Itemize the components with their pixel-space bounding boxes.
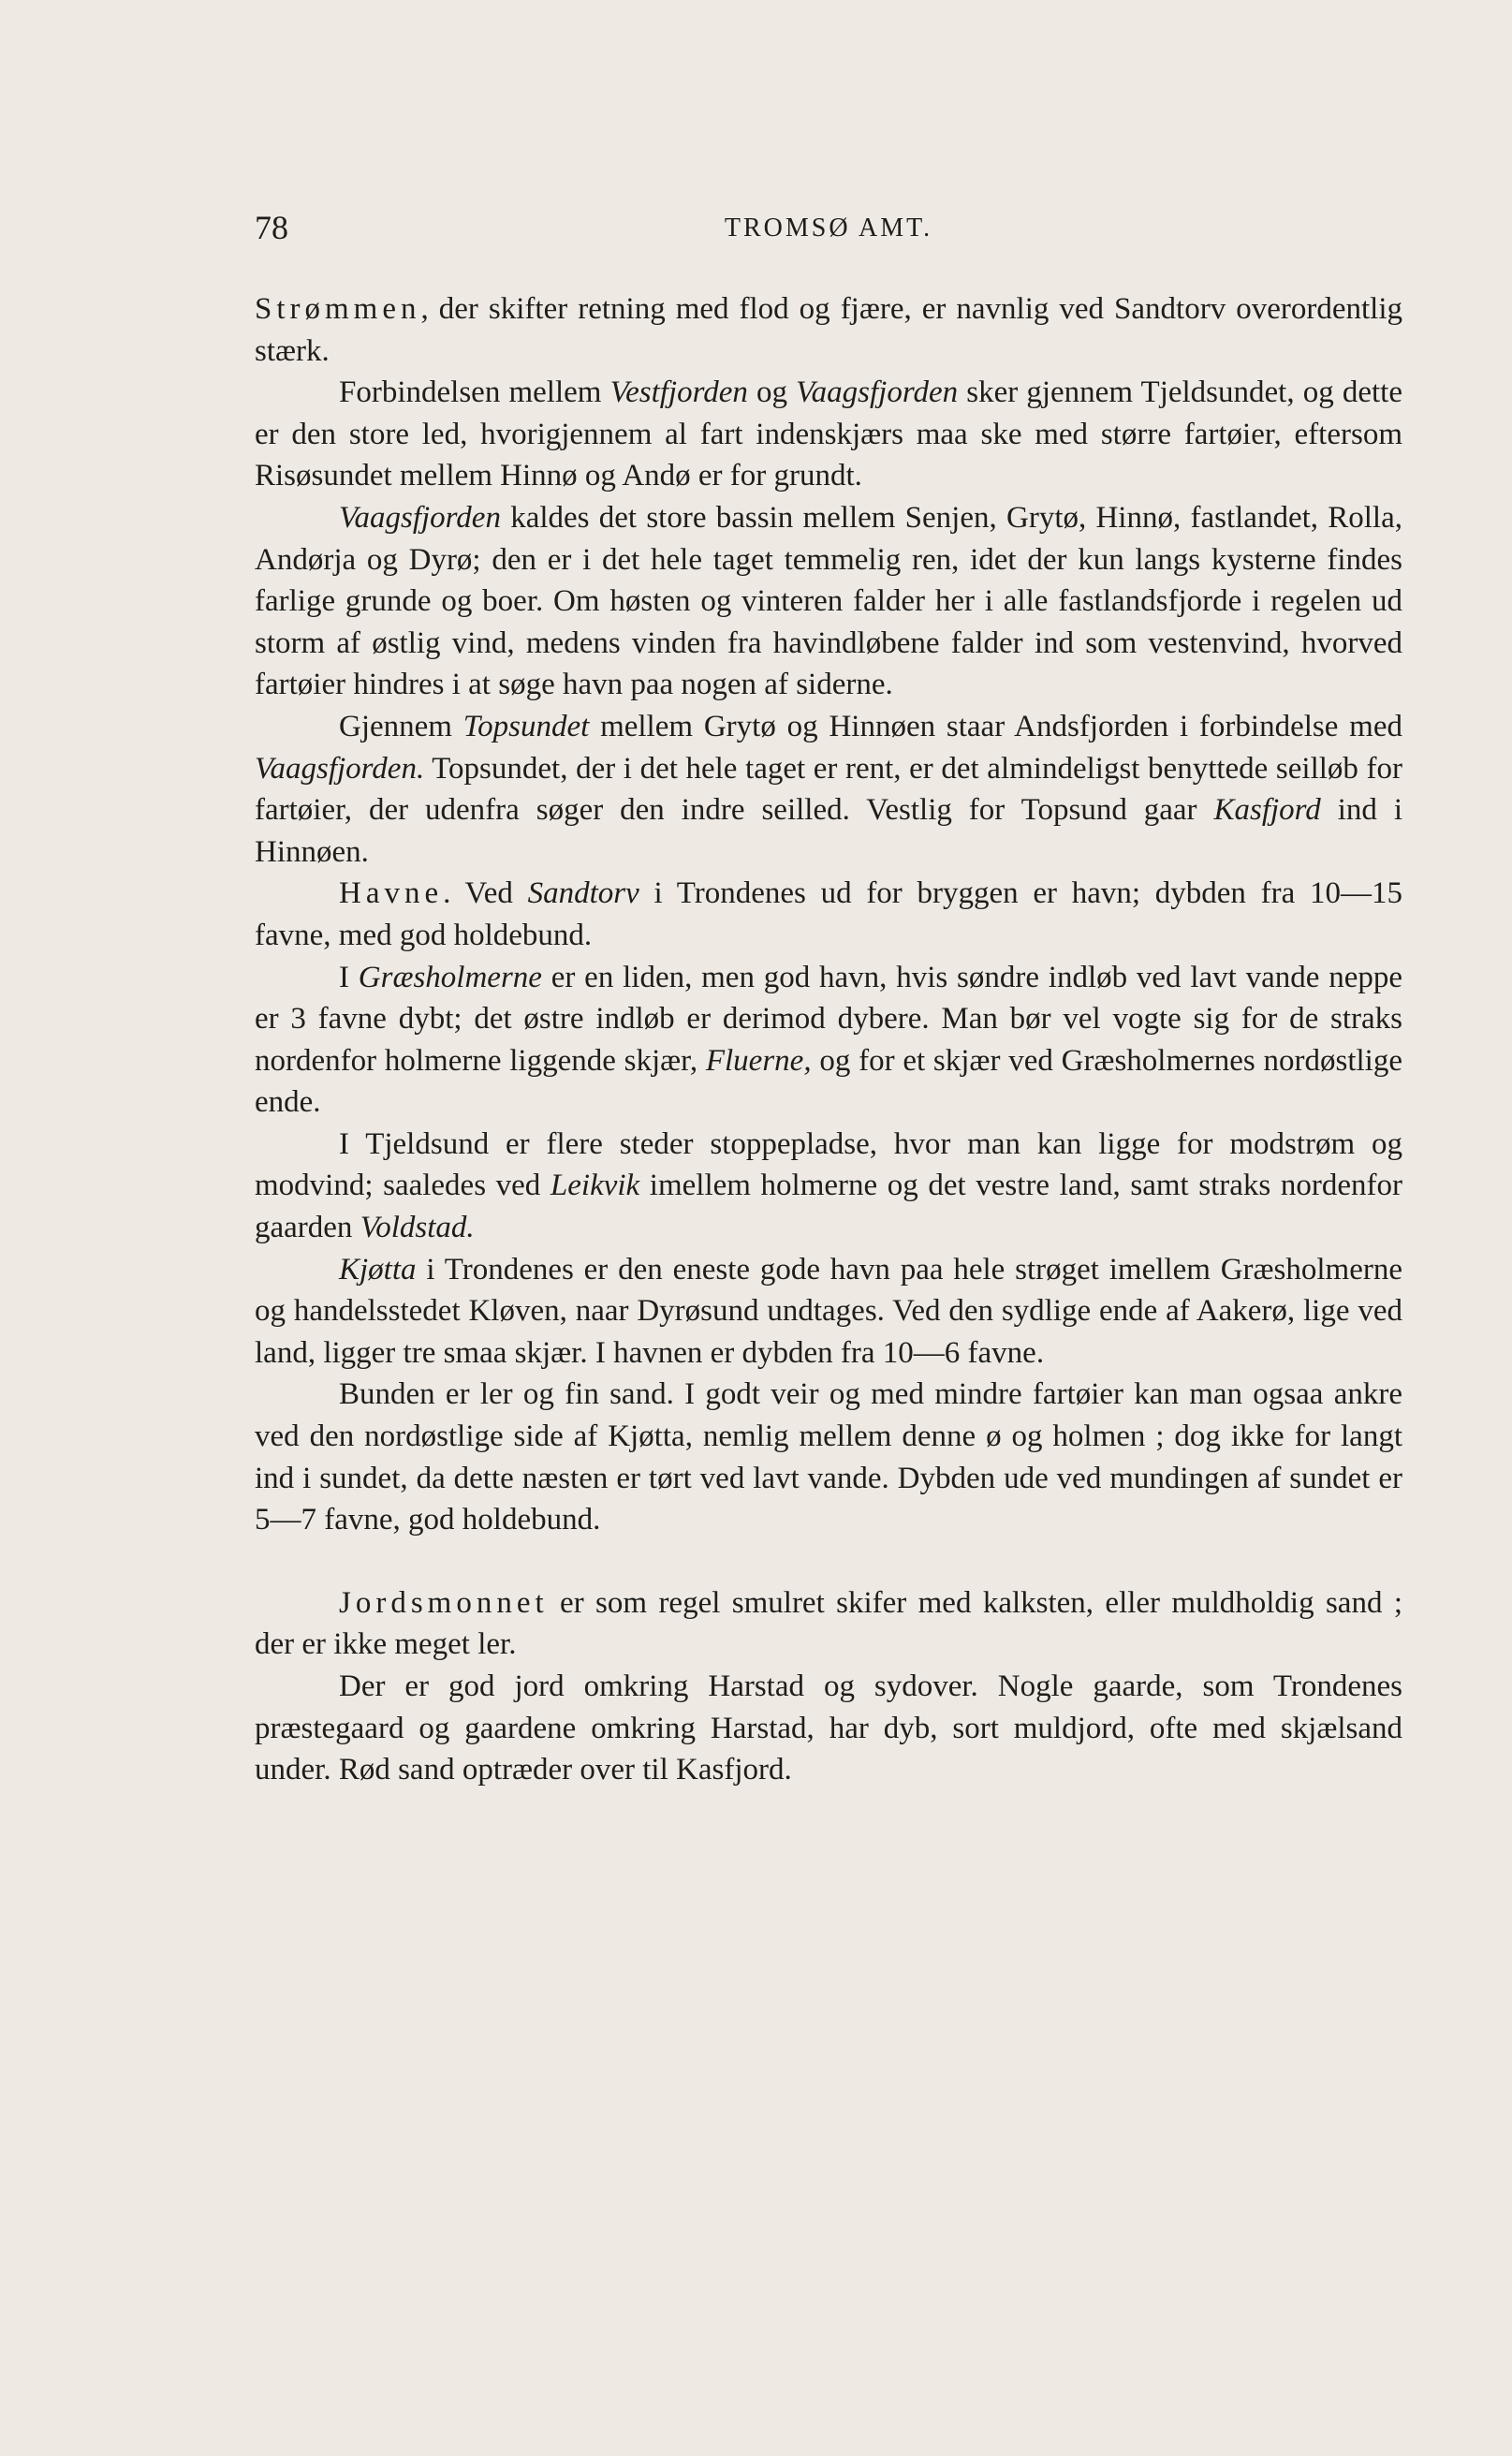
paragraph (255, 1582, 1402, 1666)
text-run: Forbindelsen mellem (339, 375, 610, 410)
italic-name: Fluerne, (705, 1043, 812, 1078)
text-run: i Trondenes ud for bryggen er havn; dybden fra 10—15 favne, med god holdebund. (255, 876, 1402, 952)
italic-name: Vaagsfjorden. (255, 751, 425, 786)
text-run: Topsundet, der i det hele taget er rent, er det almindeligst benyttede seilløb for fartøier, der udenfra søger den indre seilled. Vestlig for Topsund gaar (255, 751, 1402, 828)
italic-name: Græsholmerne (358, 960, 542, 994)
text-run: sker gjennem Tjeldsundet, og dette er den store led, hvorigjennem al fart indenskjærs maa ske med større fartøier, eftersom Risøsundet mellem Hinnø og Andø er for grundt. (255, 375, 1402, 493)
italic-name: Topsundet (462, 709, 590, 743)
text-run: Bunden er ler og fin sand. I godt veir og med mindre fartøier kan man ogsaa ankre ved den nordøstlige side af Kjøtta, nemlig mellem denne ø og holmen ; dog ikke for langt ind i sundet, da dette næsten er tørt ved lavt vande. Dybden ude ved mundingen af sundet er 5—7 favne, god holdebund. (255, 1377, 1402, 1537)
paragraph (255, 957, 1402, 1124)
italic-name: Vaagsfjorden (339, 500, 501, 535)
text-run: Gjennem (339, 709, 463, 743)
text-run: kaldes det store bassin mellem Senjen, Grytø, Hinnø, fastlandet, Rolla, Andørja og Dyrø; den er i det hele taget temmelig ren, idet der kun langs kysterne findes farlige grunde og boer. Om høsten og vinteren falder her i alle fastlandsfjorde i regelen ud storm af østlig vind, medens vinden fra havindløbene falder ind som vestenvind, hvorved fartøier hindres i at søge havn paa nogen af siderne. (255, 500, 1402, 702)
spaced-heading: Havne (339, 876, 444, 911)
spaced-heading: Strømmen (255, 292, 421, 326)
paragraph (255, 873, 1402, 956)
text-run: mellem Grytø og Hinnøen staar Andsfjorden i forbindelse med (589, 709, 1403, 743)
italic-name: Leikvik (550, 1169, 640, 1203)
text-run: I (339, 960, 359, 994)
text-run: ind i Hinnøen. (255, 793, 1402, 869)
text-run: i Trondenes er den eneste gode havn paa hele strøget imellem Græsholmerne og handelsstedet Kløven, naar Dyrøsund undtages. Ved den sydlige ende af Aakerø, lige ved land, ligger tre smaa skjær. I havnen er dybden fra 10—6 favne. (255, 1252, 1402, 1370)
text-run: Der er god jord omkring Harstad og sydover. Nogle gaarde, som Trondenes præstegaard og gaardene omkring Harstad, har dyb, sort muldjord, ofte med skjælsand under. Rød sand optræder over til Kasfjord. (255, 1669, 1402, 1787)
paragraph (255, 497, 1402, 706)
running-title: TROMSØ AMT. (724, 213, 933, 243)
paragraph (255, 1249, 1402, 1375)
text-run: og (747, 375, 797, 410)
paragraph (255, 706, 1402, 873)
paragraph (255, 1666, 1402, 1791)
text-run: I Tjeldsund er flere steder stoppepladse, hvor man kan ligge for modstrøm og modvind; saaledes ved (255, 1126, 1402, 1203)
text-run: imellem holmerne og det vestre land, samt straks nordenfor gaarden (255, 1169, 1402, 1245)
paragraph (255, 288, 1402, 372)
text-run: . Ved (443, 876, 528, 911)
text-run: og for et skjær ved Græsholmernes nordøstlige ende. (255, 1043, 1402, 1120)
body-text (255, 288, 1402, 1791)
italic-name: Sandtorv (527, 876, 639, 911)
spaced-heading: Jordsmonnet (339, 1585, 549, 1620)
text-run: er en liden, men god havn, hvis søndre indløb ved lavt vande neppe er 3 favne dybt; det østre indløb er derimod dybere. Man bør vel vogte sig for de straks nordenfor holmerne liggende skjær, (255, 960, 1402, 1078)
text-run: , der skifter retning med flod og fjære, er navnlig ved Sandtorv overordentlig stærk. (255, 292, 1402, 368)
text-run: er som regel smulret skifer med kalksten, eller muldholdig sand ; der er ikke meget ler. (255, 1585, 1402, 1662)
italic-name: Kasfjord (1213, 793, 1321, 828)
paragraph (255, 1374, 1402, 1540)
italic-name: Vaagsfjorden (796, 375, 959, 410)
paragraph (255, 372, 1402, 497)
italic-name: Kjøtta (339, 1252, 417, 1287)
italic-name: Vestfjorden (609, 375, 748, 410)
paragraph (255, 1124, 1402, 1249)
italic-name: Voldstad. (360, 1211, 475, 1245)
page-number: 78 (255, 209, 288, 246)
page-header (255, 208, 1402, 264)
